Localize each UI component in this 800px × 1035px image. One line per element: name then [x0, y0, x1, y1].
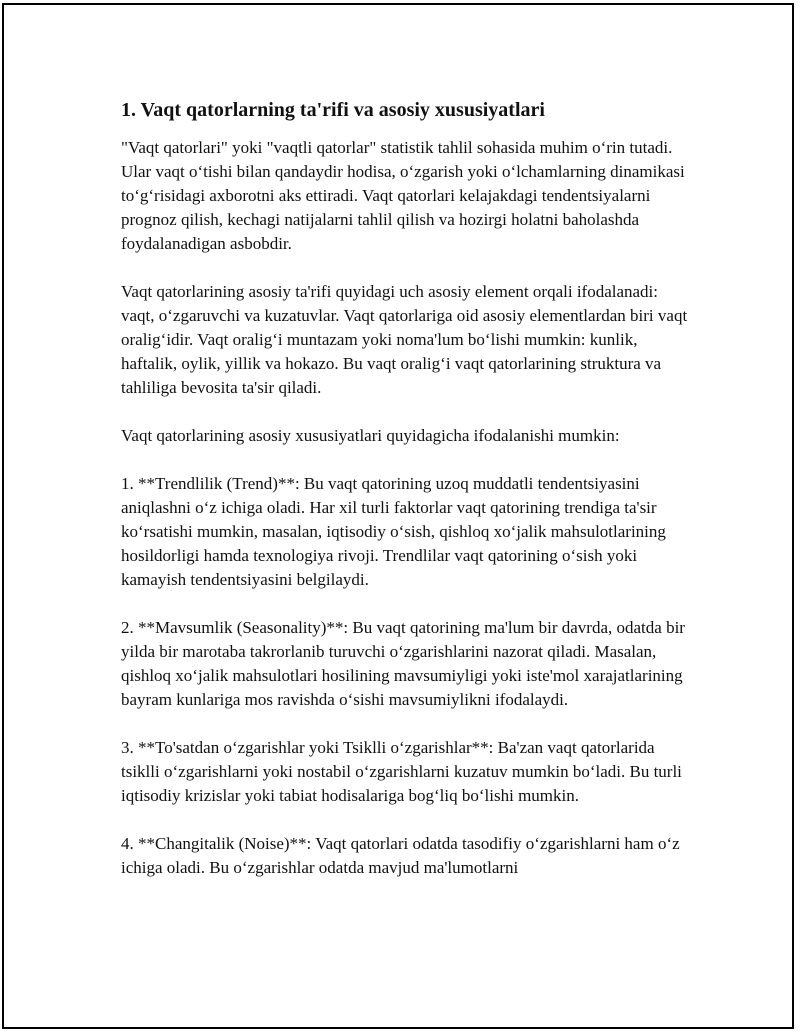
list-item-seasonality: 2. **Mavsumlik (Seasonality)**: Bu vaqt qatorining ma'lum bir davrda, odatda bir yilda bir marotaba takrorlanib turuvchi oʻzgarishlarini nazorat qiladi. Masalan, qishloq xoʻjalik mahsulotlari hosilining mavsumiyligi yoki iste'mol xarajatlarining bayram kunlariga mos ravishda oʻsishi mavsumiylikni ifodalaydi.	[121, 618, 685, 709]
page-frame	[2, 3, 794, 1029]
paragraph-definition: Vaqt qatorlarining asosiy ta'rifi quyidagi uch asosiy element orqali ifodalanadi: vaqt, oʻzgaruvchi va kuzatuvlar. Vaqt qatorlariga oid asosiy elementlardan biri vaqt oraligʻidir. Vaqt oraligʻi muntazam yoki noma'lum boʻlishi mumkin: kunlik, haftalik, oylik, yillik va hokazo. Bu vaqt oraligʻi vaqt qatorlarining struktura va tahliliga bevosita ta'sir qiladi.	[121, 282, 688, 397]
paragraph-intro: "Vaqt qatorlari" yoki "vaqtli qatorlar" statistik tahlil sohasida muhim oʻrin tutadi. Ular vaqt oʻtishi bilan qandaydir hodisa, oʻzgarish yoki oʻlchamlarning dinamikasi toʻgʻrisidagi axborotni aks ettiradi. Vaqt qatorlari kelajakdagi tendentsiyalarni prognoz qilish, kechagi natijalarni tahlil qilish va hozirgi holatni baholashda foydalanadigan asbobdir.	[121, 138, 685, 253]
list-item-trend: 1. **Trendlilik (Trend)**: Bu vaqt qatorining uzoq muddatli tendentsiyasini aniqlashni oʻz ichiga oladi. Har xil turli faktorlar vaqt qatorining trendiga ta'sir koʻrsatishi mumkin, masalan, iqtisodiy oʻsish, qishloq xoʻjalik mahsulotlarining hosildorligi hamda texnologiya rivoji. Trendlilar vaqt qatorining oʻsish yoki kamayish tendentsiyasini belgilaydi.	[121, 474, 666, 589]
section-title: 1. Vaqt qatorlarning ta'rifi va asosiy xususiyatlari	[121, 99, 545, 121]
list-item-noise: 4. **Changitalik (Noise)**: Vaqt qatorlari odatda tasodifiy oʻzgarishlarni ham oʻz ichiga oladi. Bu oʻzgarishlar odatda mavjud ma'lumotlarni	[121, 834, 680, 877]
list-item-cyclical: 3. **To'satdan oʻzgarishlar yoki Tsiklli oʻzgarishlar**: Ba'zan vaqt qatorlarida tsiklli oʻzgarishlarni yoki nostabil oʻzgarishlarni kuzatuv mumkin boʻladi. Bu turli iqtisodiy krizislar yoki tabiat hodisalariga bogʻliq boʻlishi mumkin.	[121, 738, 682, 805]
document-body	[121, 97, 691, 904]
paragraph-features-lead: Vaqt qatorlarining asosiy xususiyatlari quyidagicha ifodalanishi mumkin:	[121, 426, 620, 445]
